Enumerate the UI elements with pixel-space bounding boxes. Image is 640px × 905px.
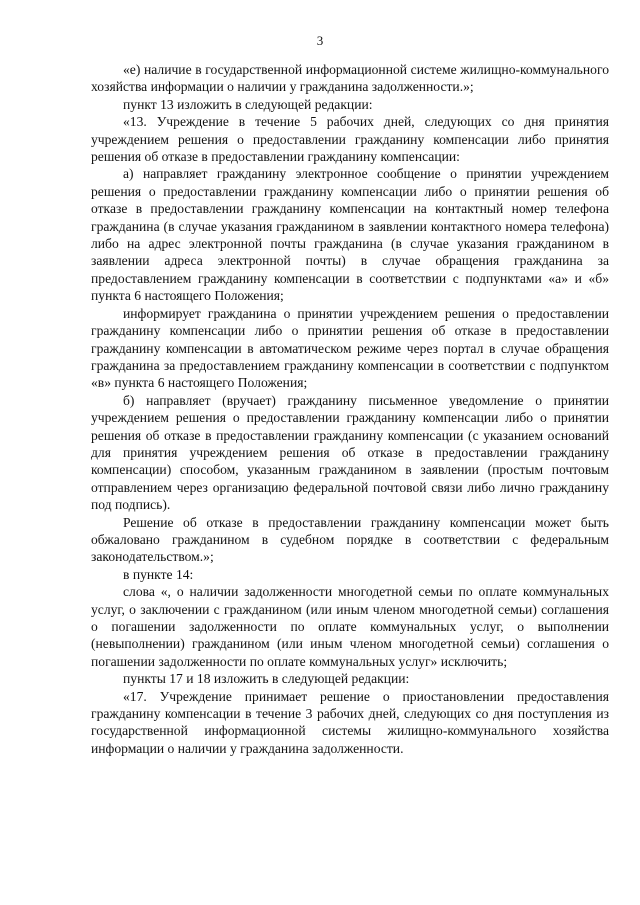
paragraph: в пункте 14: [123,566,194,582]
paragraph: Решение об отказе в предоставлении гражданину компенсации может быть обжаловано гражданином в судебном порядке в соответствии с федеральным законодательством.»; [91,514,609,565]
paragraph: б) направляет (вручает) гражданину письменное уведомление о принятии учреждением решения о предоставлении гражданину компенсации либо о принятии решения об отказе в предоставлении гражданину компенсации (с указанием оснований для принятия учреждением решения об отказе в предоставлении гражданину компенсации) способом, указанным гражданином в заявлении (простым почтовым отправлением через организацию федеральной почтовой связи либо лично гражданину под подпись). [91,392,609,513]
paragraph: а) направляет гражданину электронное сообщение о принятии учреждением решения о предоставлении гражданину компенсации либо о принятии решения об отказе в предоставлении гражданину компенсации на контактный номер телефона гражданина (в случае указания гражданином в заявлении контактного номера телефона) либо на адрес электронной почты гражданина (в случае указания гражданином в заявлении адреса электронной почты) в случае обращения гражданина за предоставлением гражданину компенсации в соответствии с подпунктами «а» и «б» пункта 6 настоящего Положения; [91,166,609,304]
paragraph: «е) наличие в государственной информационной системе жилищно-коммунального хозяйства информации о наличии у гражданина задолженности.»; [91,62,609,95]
page-number: 3 [316,33,324,48]
paragraph: слова «, о наличии задолженности многодетной семьи по оплате коммунальных услуг, о заключении с гражданином (или иным членом многодетной семьи) соглашения о погашении задолженности по оплате коммунальных услуг, о выполнении (невыполнении) гражданином (или иным членом многодетной семьи) соглашения о погашении задолженности по оплате коммунальных услуг» исключить; [91,584,609,669]
paragraph: информирует гражданина о принятии учреждением решения о предоставлении гражданину компенсации либо о принятии решения об отказе в предоставлении гражданину компенсации в автоматическом режиме через портал в случае обращения гражданина за предоставлением гражданину компенсации в соответствии с подпунктом «в» пункта 6 настоящего Положения; [91,305,609,391]
paragraph: «17. Учреждение принимает решение о приостановлении предоставления гражданину компенсации в течение 3 рабочих дней, следующих со дня поступления из государственной информационной системы жилищно-коммунального хозяйства информации о наличии у гражданина задолженности. [91,688,609,756]
paragraph: пункты 17 и 18 изложить в следующей редакции: [123,671,410,687]
paragraph: «13. Учреждение в течение 5 рабочих дней, следующих со дня принятия учреждением решения о предоставлении гражданину компенсации либо принятия решения об отказе в предоставлении гражданину компенсации: [91,114,609,165]
paragraph: пункт 13 изложить в следующей редакции: [123,96,373,112]
document-body [91,61,609,757]
